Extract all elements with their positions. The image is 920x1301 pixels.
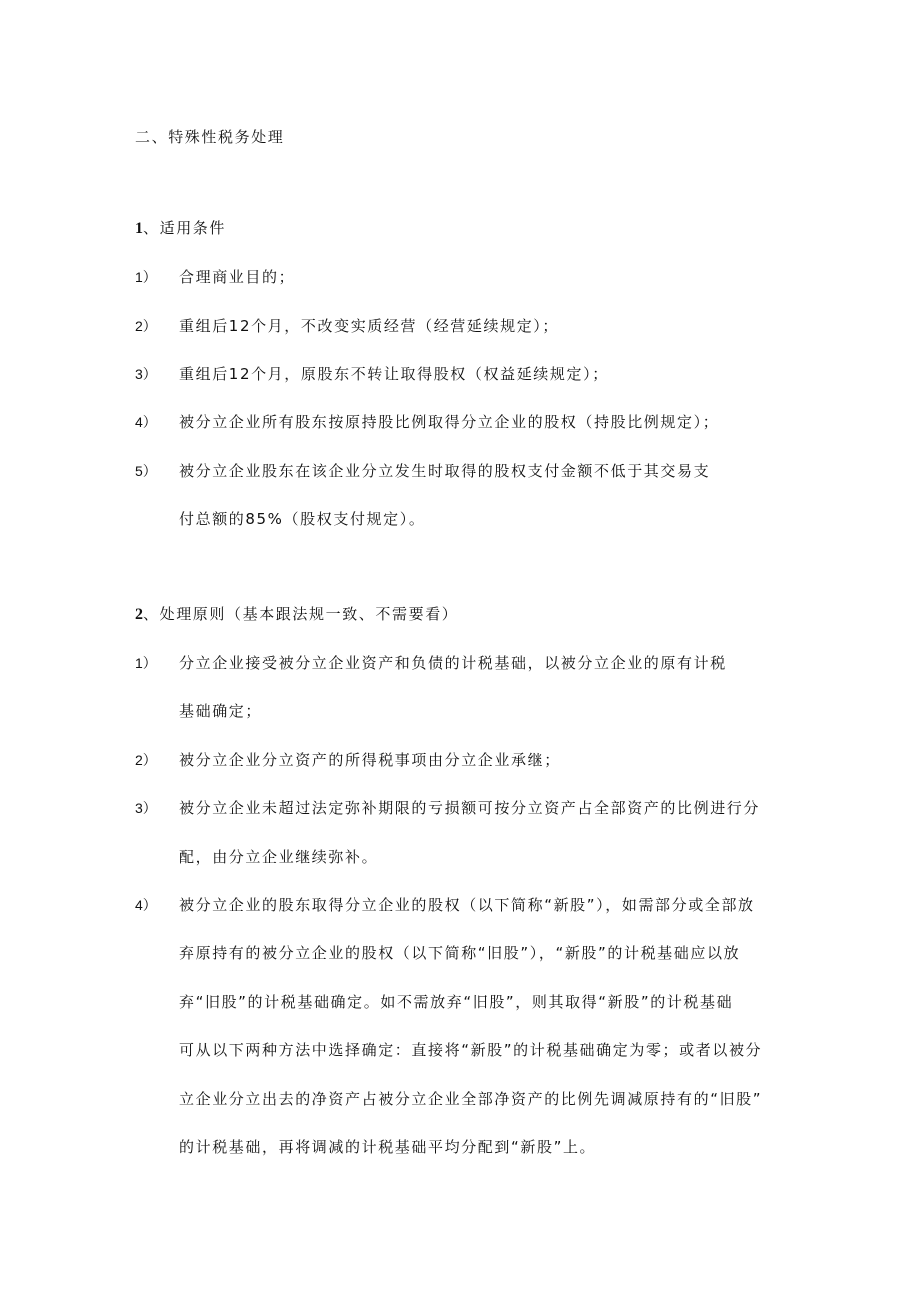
list-item-line: 基础确定；: [179, 702, 263, 720]
list-item-line: 弃“旧股”的计税基础确定。如不需放弃“旧股”，则其取得“新股”的计税基础: [179, 993, 734, 1011]
list-item-line: 被分立企业分立资产的所得税事项由分立企业承继；: [179, 751, 561, 769]
list-item-line: 合理商业目的；: [179, 268, 296, 286]
item-marker: 3）: [135, 800, 157, 816]
section-number: 2: [135, 606, 143, 623]
item-marker: 4）: [135, 414, 157, 430]
list-item-line: 立企业分立出去的净资产占被分立企业全部净资产的比例先调减原持有的“旧股”: [179, 1090, 763, 1108]
list-item-line: 弃原持有的被分立企业的股权（以下简称“旧股”），“新股”的计税基础应以放: [179, 944, 741, 962]
section-heading: [135, 218, 226, 239]
item-marker: 2）: [135, 318, 157, 334]
item-marker: 4）: [135, 897, 157, 913]
list-item-line: 被分立企业的股东取得分立企业的股权（以下简称“新股”），如需部分或全部放: [179, 896, 755, 914]
section-number: 1: [135, 220, 143, 237]
list-item-line: 被分立企业未超过法定弥补期限的亏损额可按分立资产占全部资产的比例进行分: [179, 799, 761, 817]
doc-title: 二、特殊性税务处理: [135, 128, 285, 146]
list-item-line: 配，由分立企业继续弥补。: [179, 848, 379, 866]
list-item-line: 的计税基础，再将调减的计税基础平均分配到“新股”上。: [179, 1138, 597, 1156]
section-title: 、适用条件: [143, 219, 227, 237]
item-marker: 3）: [135, 366, 157, 382]
list-item-line: 可从以下两种方法中选择确定：直接将“新股”的计税基础确定为零；或者以被分: [179, 1041, 763, 1059]
item-marker: 2）: [135, 752, 157, 768]
item-marker: 1）: [135, 655, 157, 671]
item-marker: 1）: [135, 269, 157, 285]
section-title: 、处理原则（基本跟法规一致、不需要看）: [143, 605, 459, 623]
list-item-line: 被分立企业股东在该企业分立发生时取得的股权支付金额不低于其交易支: [179, 462, 711, 480]
list-item-line: 重组后12个月，原股东不转让取得股权（权益延续规定）；: [179, 365, 609, 383]
list-item-line: 被分立企业所有股东按原持股比例取得分立企业的股权（持股比例规定）；: [179, 413, 720, 431]
section-heading: [135, 604, 458, 625]
list-item-line: 分立企业接受被分立企业资产和负债的计税基础，以被分立企业的原有计税: [179, 654, 727, 672]
item-marker: 5）: [135, 463, 157, 479]
list-item-line: 重组后12个月，不改变实质经营（经营延续规定）；: [179, 317, 559, 335]
list-item-line: 付总额的85%（股权支付规定）。: [179, 510, 426, 528]
